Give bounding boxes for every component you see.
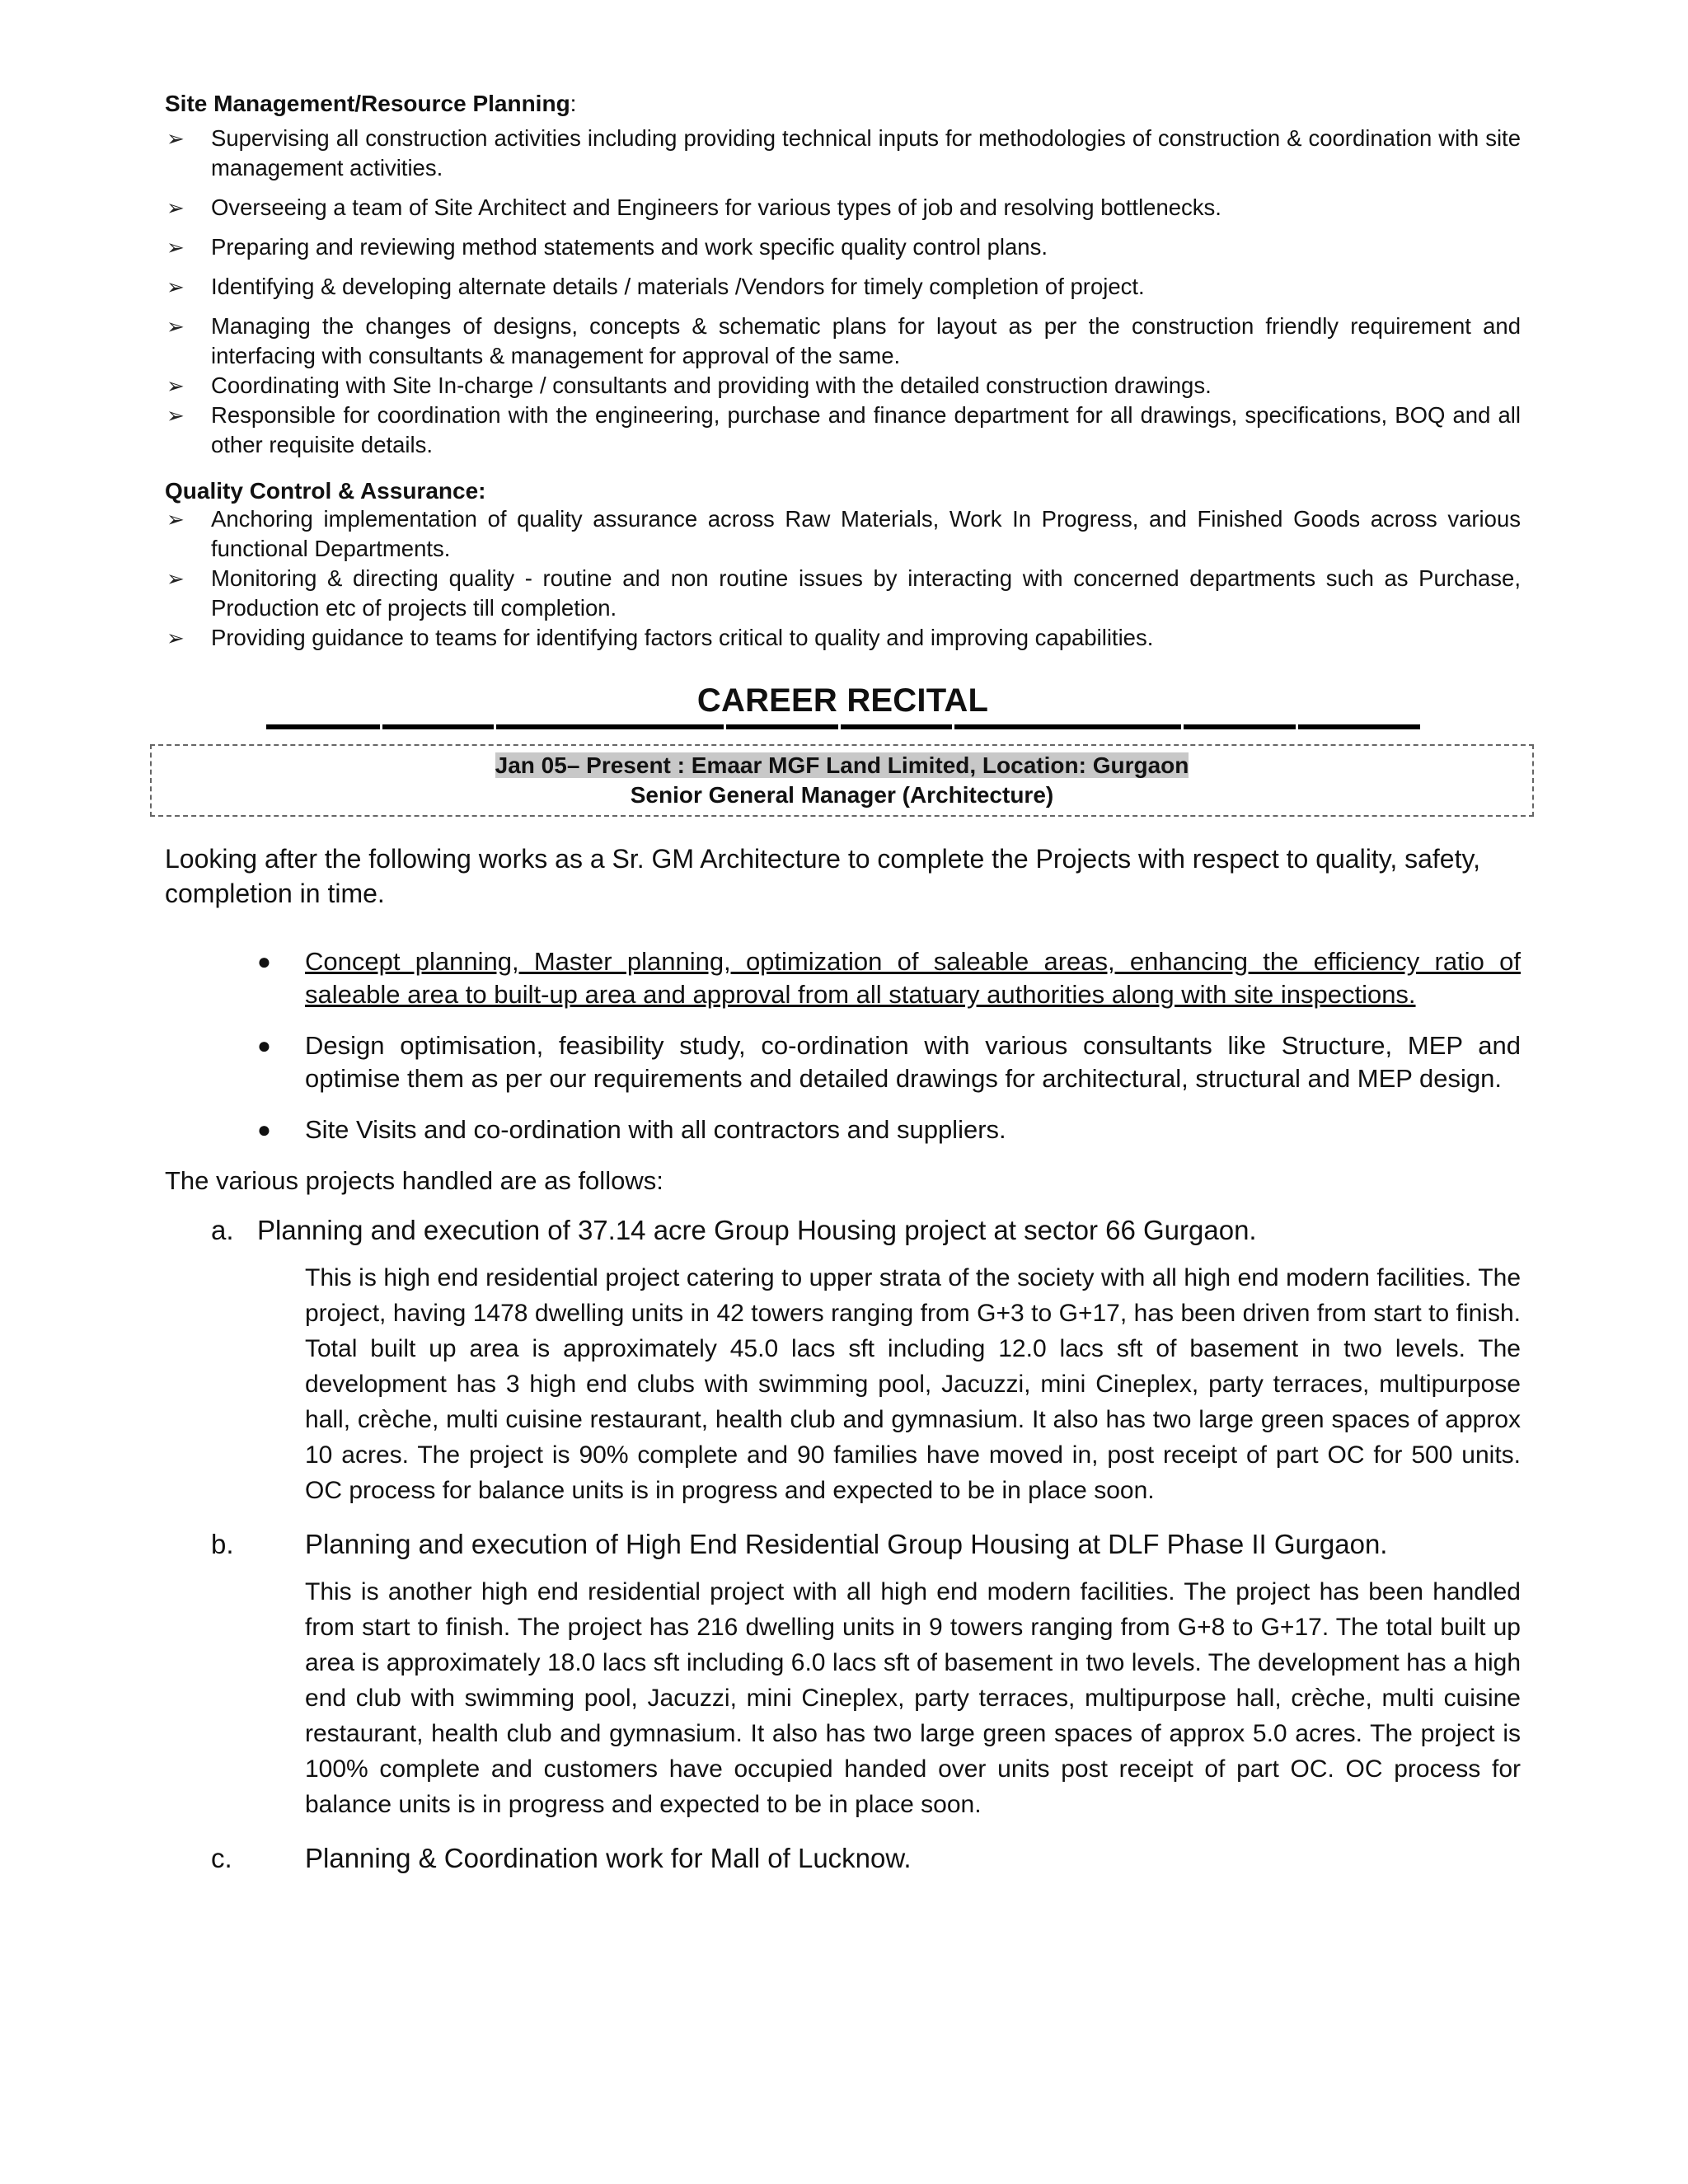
job-designation: Senior General Manager (Architecture) — [630, 782, 1054, 808]
project-description: This is another high end residential project with all high end modern facilities. The project has been handled from start to finish. The project has 216 dwelling units in 9 towers ranging from G+8 to G+17. The total built up area is approximately 18.0 lacs sft including 6.0 lacs sft of basement in two levels. The development has a high end club with swimming pool, Jacuzzi, mini Cineplex, party terraces, multipurpose hall, crèche, multi cuisine restaurant, health club and gymnasium. It also has two large green spaces of approx 5.0 acres. The project is 100% complete and customers have occupied handed over units post receipt of part OC. OC process for balance units is in progress and expected to be in place soon. — [305, 1578, 1521, 1818]
list-item: ➢ Providing guidance to teams for identifying factors critical to quality and improving capabilities. — [165, 623, 1521, 653]
dot-bullet-icon: ● — [257, 949, 271, 974]
dot-bullet-icon: ● — [257, 1033, 271, 1058]
arrow-bullet-icon: ➢ — [166, 566, 185, 591]
site-management-heading: Site Management/Resource Planning: — [165, 91, 577, 116]
list-item: ➢ Anchoring implementation of quality assurance across Raw Materials, Work In Progress, and Finished Goods across various functional Departments. — [166, 506, 1521, 561]
role-intro: Looking after the following works as a Sr. GM Architecture to complete the Projects with respect to quality, safety, completion in time. — [165, 844, 1480, 908]
list-item: ➢ Supervising all construction activities including providing technical inputs for methodologies of construction & coordination with site management activities. — [166, 125, 1521, 180]
list-item: ➢ Coordinating with Site In-charge / consultants and providing with the detailed construction drawings. — [165, 371, 1521, 401]
career-recital-title: CAREER RECITAL — [696, 682, 989, 719]
list-item: ● Site Visits and co-ordination with all contractors and suppliers. — [165, 1113, 1521, 1146]
title-divider — [266, 724, 1420, 729]
list-item: ● Design optimisation, feasibility study, co-ordination with various consultants like Structure, MEP and optimise them as per our requirements and detailed drawings for architectural, structural and MEP design. — [257, 1031, 1521, 1093]
quality-list — [165, 504, 1521, 653]
arrow-bullet-icon: ➢ — [166, 507, 185, 532]
responsibilities-list — [165, 945, 1521, 1146]
job-header-box — [150, 744, 1534, 817]
arrow-bullet-icon: ➢ — [166, 195, 185, 220]
project-label: b. — [211, 1529, 234, 1559]
list-item: ➢ Preparing and reviewing method statements and work specific quality control plans. — [165, 232, 1521, 262]
arrow-bullet-icon: ➢ — [166, 626, 185, 650]
arrow-bullet-icon: ➢ — [166, 373, 185, 398]
arrow-bullet-icon: ➢ — [166, 403, 185, 428]
project-label: c. — [211, 1843, 232, 1873]
list-item: ● Concept planning, Master planning, optimization of saleable areas, enhancing the efficiency ratio of saleable area to built-up area and approval from all statuary authorities along with site inspections. — [257, 947, 1521, 1009]
project-label: a. — [211, 1215, 234, 1245]
resume-page — [165, 91, 1521, 1877]
arrow-bullet-icon: ➢ — [166, 314, 185, 339]
project-title: c. Planning & Coordination work for Mall of Lucknow. — [165, 1840, 1521, 1877]
dot-bullet-icon: ● — [257, 1117, 271, 1142]
project-title: a. Planning and execution of 37.14 acre Group Housing project at sector 66 Gurgaon. — [165, 1212, 1521, 1249]
project-title: b. Planning and execution of High End Residential Group Housing at DLF Phase II Gurgaon. — [165, 1526, 1521, 1563]
projects-intro: The various projects handled are as follows: — [165, 1166, 663, 1195]
site-management-list — [165, 124, 1521, 460]
arrow-bullet-icon: ➢ — [166, 235, 185, 260]
arrow-bullet-icon: ➢ — [166, 126, 185, 151]
quality-heading: Quality Control & Assurance: — [165, 478, 486, 504]
project-description: This is high end residential project catering to upper strata of the society with all high end modern facilities. The project, having 1478 dwelling units in 42 towers ranging from G+3 to G+17, has been driven from start to finish. Total built up area is approximately 45.0 lacs sft including 12.0 lacs sft of basement in two levels. The development has 3 high end clubs with swimming pool, Jacuzzi, mini Cineplex, party terraces, multipurpose hall, crèche, multi cuisine restaurant, health club and gymnasium. It also has two large green spaces of approx 10 acres. The project is 90% complete and 90 families have moved in, post receipt of part OC for 500 units. OC process for balance units is in progress and expected to be in place soon. — [305, 1264, 1521, 1504]
list-item: ➢ Monitoring & directing quality - routine and non routine issues by interacting with concerned departments such as Purchase, Production etc of projects till completion. — [166, 565, 1521, 621]
list-item: ➢ Managing the changes of designs, concepts & schematic plans for layout as per the construction friendly requirement and interfacing with consultants & management for approval of the same. — [166, 313, 1521, 368]
job-period-company: Jan 05– Present : Emaar MGF Land Limited, Location: Gurgaon — [495, 752, 1189, 778]
list-item: ➢ Identifying & developing alternate details / materials /Vendors for timely completion of project. — [165, 272, 1521, 302]
arrow-bullet-icon: ➢ — [166, 274, 185, 299]
list-item: ➢ Responsible for coordination with the engineering, purchase and finance department for all drawings, specifications, BOQ and all other requisite details. — [166, 402, 1521, 457]
list-item: ➢ Overseeing a team of Site Architect and Engineers for various types of job and resolving bottlenecks. — [165, 193, 1521, 223]
